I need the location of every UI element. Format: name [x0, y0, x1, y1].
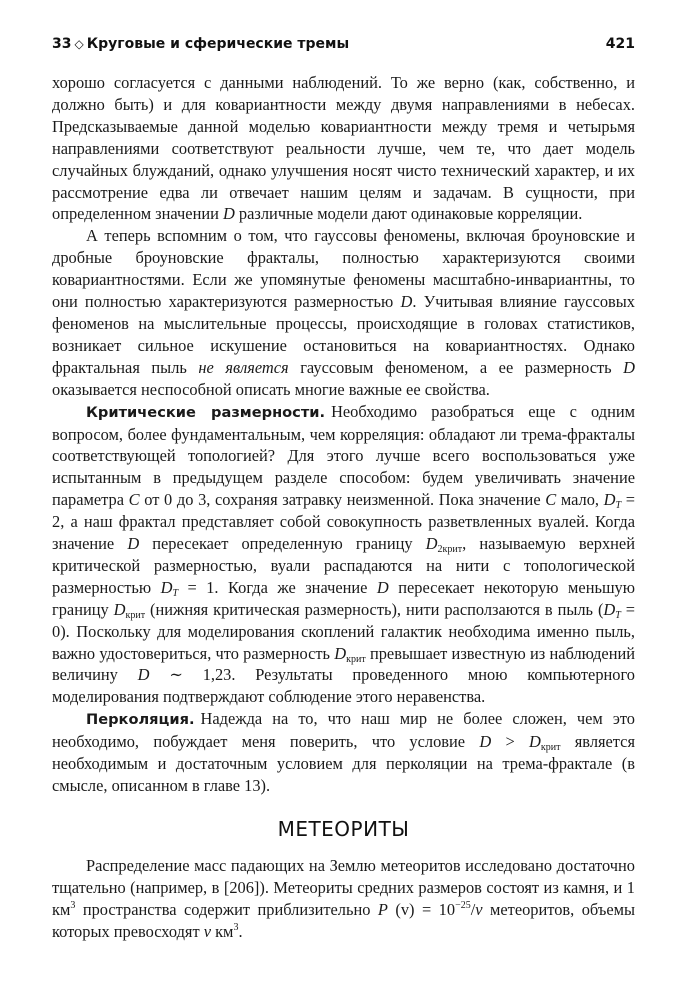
- text: , называемую верхней критической размерностью, вуали распадаются на нити с топологической размерностью: [52, 534, 635, 597]
- subscript-krit: крит: [125, 609, 146, 621]
- superscript: −25: [455, 899, 471, 911]
- var-c: C: [128, 490, 140, 510]
- subscript-t: T: [615, 609, 621, 621]
- var-d: D: [529, 732, 541, 752]
- var-v: v: [203, 921, 211, 941]
- math: /: [470, 899, 476, 919]
- text: является необходимым и достаточным условием для перколяции на трема-фрактале (в смысле, описанном в главе 13).: [52, 732, 635, 795]
- p1-text: хорошо согласуется с данными наблюдений. То же верно (как, собственно, и должно быть) и для ковариантности между двумя направлениями в небесах. Предсказываемые данной моделью ковариантности между тремя и четырьмя направлениями соответствуют реальности лучше, чем те, что дает модель случайных блужданий, однако улучшения носят чисто технический характер, и их рассмотрение едва ли отвечает нашим целям и задачам. В сущности, при определенном значении: [52, 73, 635, 224]
- emphasis: не является: [198, 357, 289, 377]
- p1-end: различные модели дают одинаковые корреляции.: [234, 204, 583, 224]
- subscript-krit: крит: [540, 742, 561, 754]
- text: метеоритов, объемы которых превосходят: [52, 899, 635, 941]
- superscript: 3: [70, 899, 76, 911]
- text: превышает известную из наблюдений величину: [52, 643, 636, 685]
- var-d: D: [137, 665, 150, 685]
- var-p: P: [377, 899, 388, 919]
- paragraph-2: [52, 225, 635, 400]
- var-d: D: [127, 534, 140, 554]
- superscript: 3: [233, 921, 239, 933]
- var-d: D: [400, 292, 413, 312]
- body-text: [52, 72, 635, 942]
- subscript-t: T: [615, 500, 622, 512]
- runin-heading-percolation: Перколяция.: [86, 711, 195, 729]
- text: км: [211, 921, 234, 941]
- var-d: D: [160, 577, 173, 597]
- var-d: D: [603, 599, 616, 619]
- text: пространства содержит приблизительно: [75, 899, 378, 919]
- text: пересекает определенную границу: [139, 534, 426, 554]
- paragraph-meteorites: [52, 855, 635, 943]
- text: пересекает некоторую меньшую границу: [52, 577, 635, 619]
- chapter-number: 33: [52, 36, 72, 52]
- diamond-icon: ◇: [74, 37, 84, 51]
- text: от 0 до 3, сохраняя затравку неизменной. Пока значение: [139, 490, 546, 510]
- p2-text-c: гауссовым феноменом, а ее размерность: [288, 357, 624, 377]
- chapter-title: Круговые и сферические тремы: [86, 36, 350, 52]
- var-v: v: [475, 899, 483, 919]
- text: мало,: [556, 490, 604, 510]
- p2-text-b: . Учитывая влияние гауссовых феноменов на мыслительные процессы, происходящие в головах статистиков, возникает сильное искушение остановиться на ковариантностях. Однако фрактальная пыль: [52, 292, 635, 377]
- math: (v) = 10: [387, 899, 456, 919]
- text: (нижняя критическая размерность), нити расползаются в пыль (: [145, 599, 604, 619]
- text: Необходимо разобраться еще с одним вопросом, более фундаментальным, чем корреляция: обладают ли трема-фракталы соответствующей топологией? Для этого лучше всего воспользоваться уже испытанным в предыдущем разделе способом: будем увеличивать значение параметра: [52, 401, 635, 510]
- var-d: D: [479, 732, 492, 752]
- subscript-2krit: 2крит: [437, 544, 463, 556]
- subscript-krit: крит: [346, 653, 366, 665]
- var-d: D: [603, 490, 616, 510]
- paragraph-percolation: [52, 708, 635, 797]
- chapter-heading: [52, 36, 349, 52]
- text: Распределение масс падающих на Землю метеоритов исследовано достаточно тщательно (например, в [206]). Метеориты средних размеров состоят из камня, и 1 км: [52, 855, 635, 919]
- math: = 2: [52, 490, 635, 532]
- var-d: D: [376, 577, 389, 597]
- p2-text-d: оказывается неспособной описать многие важные ее свойства.: [52, 379, 490, 399]
- running-head: [52, 36, 635, 52]
- math: ∼ 1,23: [149, 665, 232, 685]
- p2-text-a: А теперь вспомним о том, что гауссовы феномены, включая броуновские и дробные броуновские фракталы, полностью характеризуются своими ковариантностями. Если же упомянутые феномены масштабно-инвариантны, то они полностью характеризуются размерностью: [52, 226, 635, 312]
- var-d: D: [425, 534, 438, 554]
- math: >: [491, 732, 530, 752]
- math: = 1: [178, 577, 215, 597]
- text: .: [238, 921, 243, 941]
- subscript-t: T: [172, 587, 178, 599]
- var-d: D: [623, 357, 636, 377]
- var-d: D: [222, 204, 235, 224]
- math: = 0: [52, 599, 635, 641]
- var-d: D: [334, 643, 347, 663]
- var-c: C: [545, 490, 557, 510]
- paragraph-critical-dimensions: [52, 401, 635, 709]
- page-number: 421: [605, 36, 635, 52]
- paragraph-1: [52, 72, 635, 225]
- section-title: МЕТЕОРИТЫ: [277, 816, 410, 841]
- var-d: D: [113, 599, 126, 619]
- text: , а наш фрактал представляет собой совокупность разветвленных вуалей. Когда значение: [52, 512, 635, 554]
- text: . Результаты проведенного мною компьютерного моделирования подтверждают соблюдение этого неравенства.: [52, 665, 635, 707]
- text: ). Поскольку для моделирования скоплений галактик необходима именно пыль, важно удостовериться, что размерность: [52, 621, 635, 663]
- text: . Когда же значение: [214, 577, 377, 597]
- text: Надежда на то, что наш мир не более сложен, чем это необходимо, побуждает меня поверить, что условие: [52, 709, 635, 752]
- runin-heading-critical: Критические размерности.: [86, 403, 326, 421]
